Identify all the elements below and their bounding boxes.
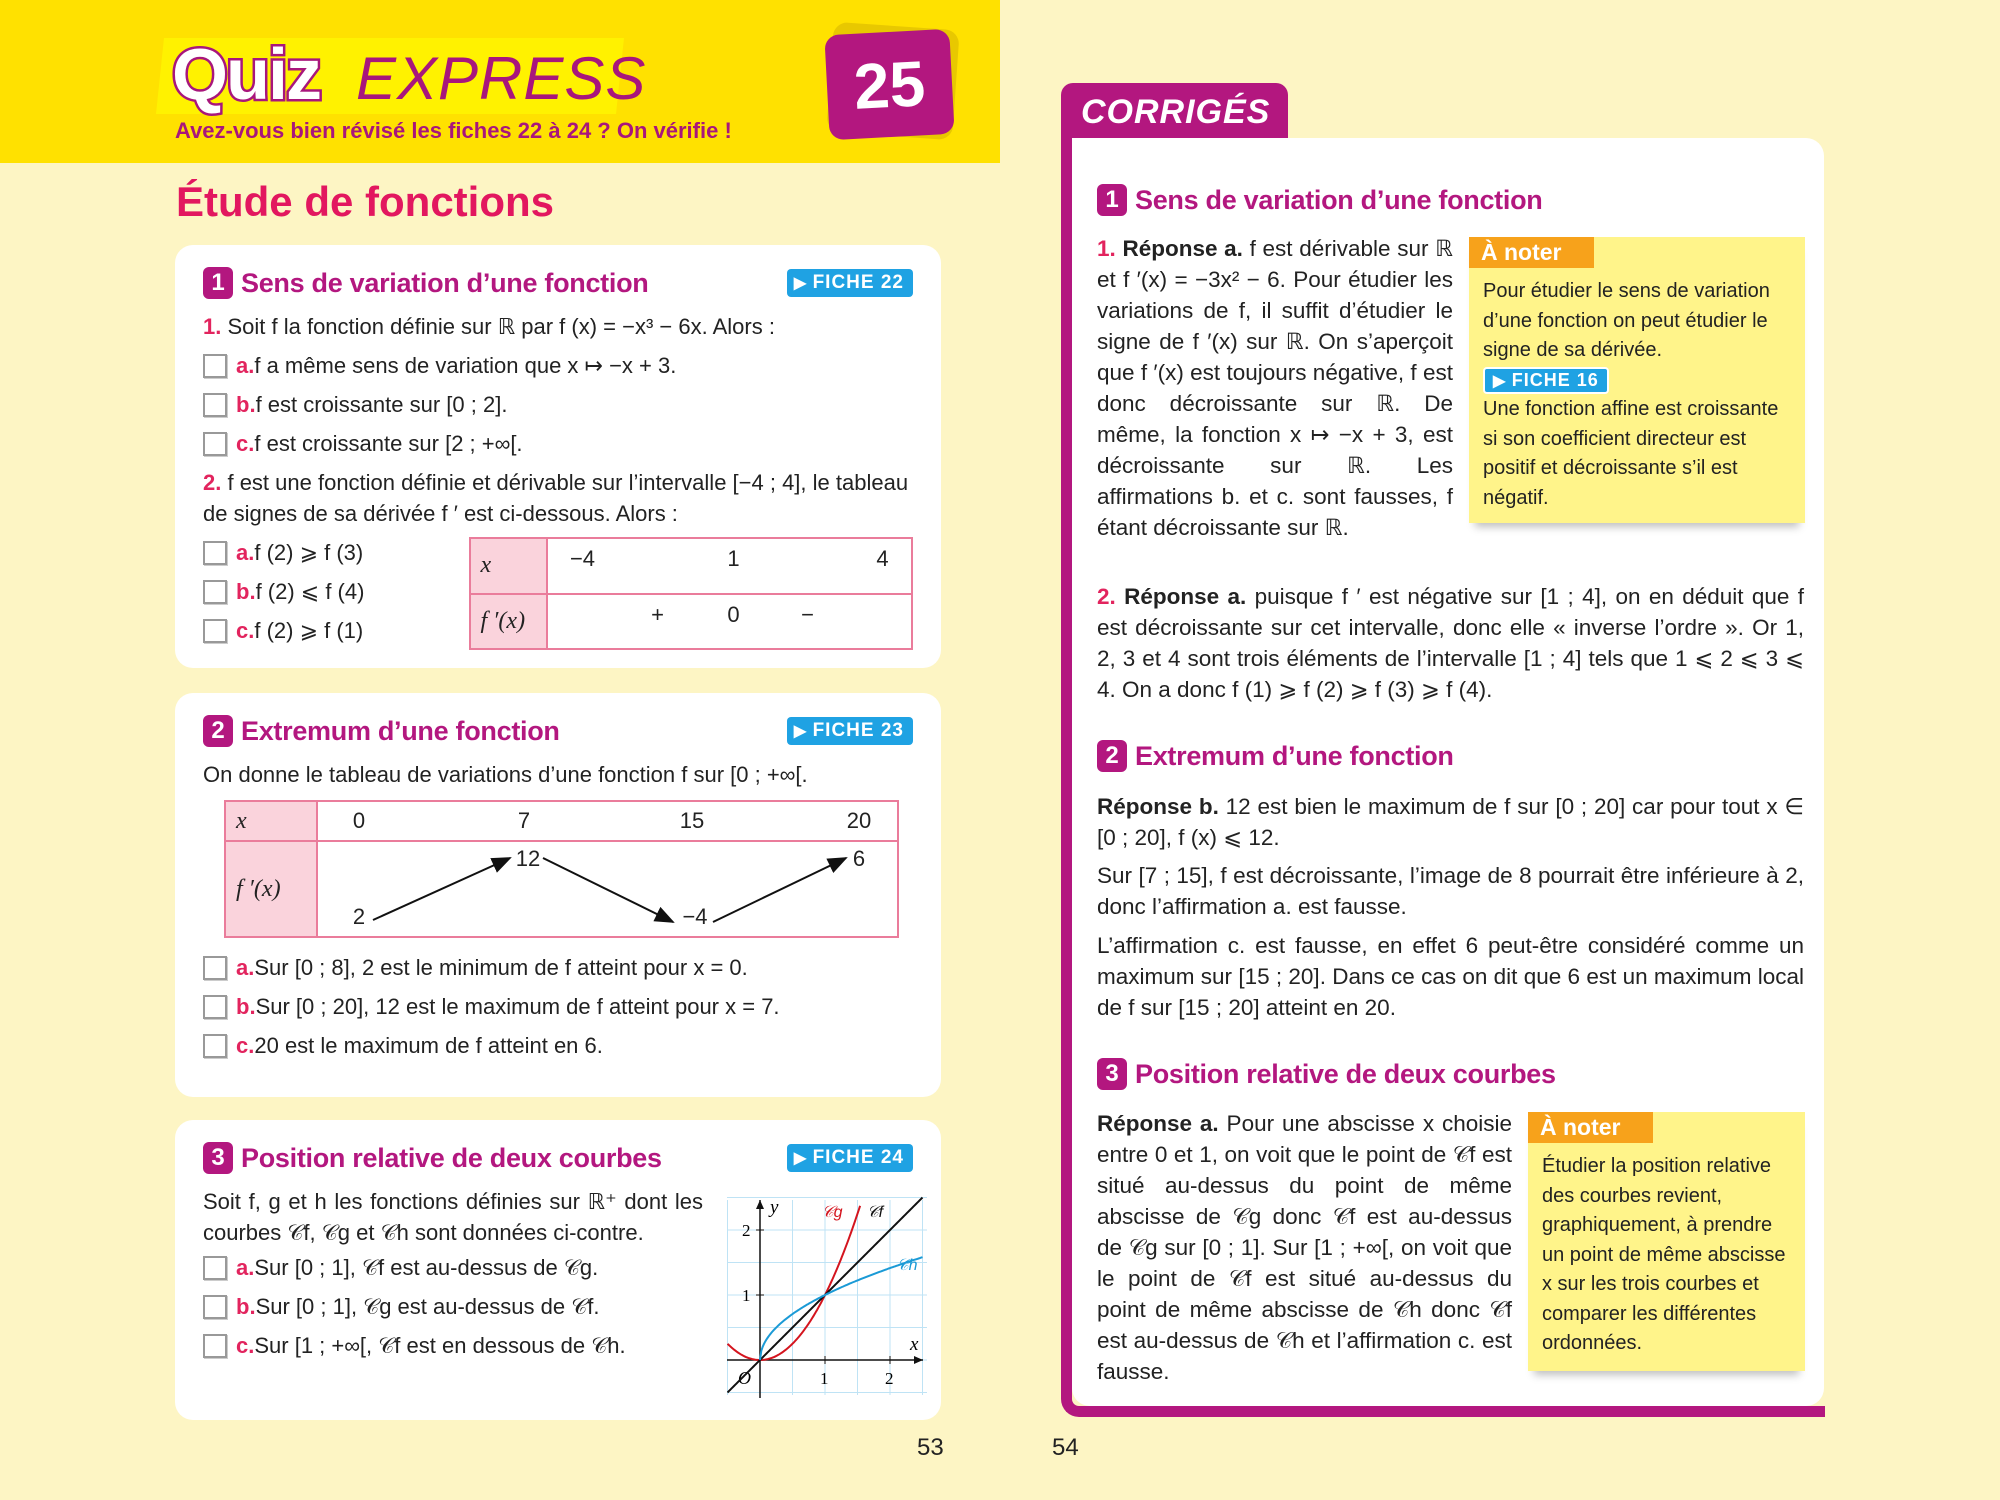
section-title: Sens de variation d’une fonction bbox=[241, 267, 649, 298]
choice-text: f (2) ⩽ f (4) bbox=[255, 579, 365, 604]
section-title: Sens de variation d’une fonction bbox=[1135, 184, 1543, 215]
answer-3-1 bbox=[1097, 1108, 1512, 1387]
table-value: 12 bbox=[515, 846, 541, 871]
section-title: Extremum d’une fonction bbox=[241, 715, 560, 746]
choice-text: Sur [1 ; +∞[, 𝒞f est en dessous de 𝒞h. bbox=[254, 1333, 626, 1358]
page-number-left: 53 bbox=[917, 1434, 944, 1461]
choice-text: Sur [0 ; 1], 𝒞g est au-dessus de 𝒞f. bbox=[255, 1294, 600, 1319]
y-axis-label: y bbox=[770, 1197, 779, 1218]
question-2 bbox=[203, 467, 913, 529]
section-title: Position relative de deux courbes bbox=[1135, 1058, 1556, 1089]
table-value: 2 bbox=[352, 904, 366, 929]
section-title: Position relative de deux courbes bbox=[241, 1142, 662, 1173]
choice-c[interactable] bbox=[203, 1026, 913, 1065]
choice-letter: c. bbox=[236, 431, 255, 456]
choice-text: f a même sens de variation que x ↦ −x + 3. bbox=[254, 353, 677, 378]
curve-label: 𝒞h bbox=[897, 1257, 918, 1274]
answer-label: Réponse a. bbox=[1115, 584, 1247, 609]
note-text: Pour étudier le sens de variation d’une fonction on peut étudier le signe de sa dérivée. bbox=[1483, 280, 1770, 361]
answer-text: f est dérivable sur ℝ et f ′(x) = −3x² − 6. Pour étudier les variations de f, il suffit d’étudier le signe de f ′(x) sur ℝ. On s’aperçoit que f ′(x) est toujours négative, f est donc décroissante sur ℝ. De même, la fonction x ↦ −x + 3, est décroissante sur ℝ. Les affirmations b. et c. sont fausses, f étant décroissante sur ℝ. bbox=[1097, 236, 1453, 540]
section-number: 1 bbox=[1097, 184, 1127, 216]
table-value: 0 bbox=[352, 808, 366, 833]
table-value: −4 bbox=[569, 546, 596, 571]
answer-heading-3 bbox=[1097, 1054, 1556, 1094]
section-number: 2 bbox=[203, 715, 233, 747]
table-value: −4 bbox=[682, 904, 708, 929]
choice-letter: b. bbox=[236, 392, 256, 417]
choice-letter: b. bbox=[236, 1294, 256, 1319]
choice-letter: a. bbox=[236, 1255, 255, 1280]
answer-text: puisque f ′ est négative sur [1 ; 4], on en déduit que f est décroissante sur cet intervalle, donc elle « inverse l’ordre ». Or 1, 2, 3 et 4 sont trois éléments de l’intervalle [1 ; 4] tels que 1 ⩽ 2 ⩽ 3 ⩽ 4. On a donc f (1) ⩾ f (2) ⩾ f (3) ⩾ f (4). bbox=[1097, 584, 1804, 702]
curves-graph bbox=[727, 1195, 927, 1400]
choice-a[interactable] bbox=[203, 533, 469, 572]
logo-express: EXPRESS bbox=[356, 45, 647, 112]
answer-heading-2 bbox=[1097, 736, 1454, 776]
question-card-2 bbox=[175, 693, 941, 1097]
choice-c[interactable] bbox=[203, 424, 913, 463]
table-value: 15 bbox=[679, 808, 705, 833]
question-intro: On donne le tableau de variations d’une fonction f sur [0 ; +∞[. bbox=[203, 762, 808, 787]
table-header-x: x bbox=[225, 801, 317, 841]
corriges-tab: CORRIGÉS bbox=[1061, 83, 1288, 143]
choice-letter: a. bbox=[236, 353, 255, 378]
checkbox[interactable] bbox=[203, 541, 227, 565]
checkbox[interactable] bbox=[203, 354, 227, 378]
y-tick-label: 1 bbox=[742, 1286, 751, 1305]
arrow-down bbox=[543, 858, 673, 922]
checkbox[interactable] bbox=[203, 1034, 227, 1058]
origin-label: O bbox=[738, 1368, 751, 1388]
checkbox[interactable] bbox=[203, 1256, 227, 1280]
table-header-x: x bbox=[470, 538, 547, 594]
x-tick-label: 2 bbox=[885, 1369, 894, 1388]
choice-letter: b. bbox=[236, 579, 256, 604]
choice-text: Sur [0 ; 1], 𝒞f est au-dessus de 𝒞g. bbox=[254, 1255, 599, 1280]
question-number: 1. bbox=[203, 314, 222, 339]
question-1 bbox=[203, 307, 913, 346]
curve-label: 𝒞f bbox=[867, 1204, 884, 1221]
section-number: 3 bbox=[1097, 1058, 1127, 1090]
checkbox[interactable] bbox=[203, 995, 227, 1019]
answer-1-1 bbox=[1097, 233, 1453, 543]
question-intro: Soit f, g et h les fonctions définies sur ℝ⁺ dont les courbes 𝒞f, 𝒞g et 𝒞h sont données ci-contre. bbox=[203, 1189, 703, 1245]
table-value: 1 bbox=[727, 546, 740, 571]
section-number: 1 bbox=[203, 267, 233, 299]
table-value: 20 bbox=[846, 808, 872, 833]
question-text: Soit f la fonction définie sur ℝ par f (x) = −x³ − 6x. Alors : bbox=[221, 314, 775, 339]
section-number: 2 bbox=[1097, 740, 1127, 772]
checkbox[interactable] bbox=[203, 619, 227, 643]
arrow-up bbox=[713, 858, 846, 922]
answer-heading-1 bbox=[1097, 180, 1542, 220]
choice-a[interactable] bbox=[203, 346, 913, 385]
answer-text: 12 est bien le maximum de f sur [0 ; 20] car pour tout x ∈ [0 ; 20], f (x) ⩽ 12. bbox=[1097, 794, 1804, 850]
choice-text: Sur [0 ; 20], 12 est le maximum de f atteint pour x = 7. bbox=[255, 994, 780, 1019]
fiche-link[interactable]: ▶ FICHE 24 bbox=[787, 1144, 913, 1172]
y-axis-arrow bbox=[756, 1200, 764, 1209]
page-number-right: 54 bbox=[1052, 1434, 1079, 1461]
question-card-1 bbox=[175, 245, 941, 668]
note-box-1 bbox=[1469, 237, 1805, 523]
answer-1-2 bbox=[1097, 581, 1804, 705]
choice-c[interactable] bbox=[203, 611, 469, 650]
choice-b[interactable] bbox=[203, 572, 469, 611]
choice-text: f (2) ⩾ f (1) bbox=[254, 618, 364, 643]
choice-text: 20 est le maximum de f atteint en 6. bbox=[254, 1033, 603, 1058]
variation-table bbox=[224, 800, 899, 938]
section-heading bbox=[203, 711, 913, 751]
x-axis-arrow bbox=[914, 1356, 923, 1364]
choice-b[interactable] bbox=[203, 987, 913, 1026]
answer-label: Réponse a. bbox=[1115, 236, 1243, 261]
answer-label: Réponse b. bbox=[1097, 794, 1219, 819]
answer-2-3: L’affirmation c. est fausse, en effet 6 peut-être considéré comme un maximum sur [15 ; 20]. Dans ce cas on dit que 6 est un maximum local de f sur [15 ; 20] atteint en 20. bbox=[1097, 933, 1804, 1020]
note-box-2 bbox=[1528, 1112, 1805, 1371]
checkbox[interactable] bbox=[203, 580, 227, 604]
x-axis-label: x bbox=[910, 1334, 919, 1355]
sign-table bbox=[469, 537, 914, 650]
answer-number: 1. bbox=[1097, 236, 1116, 261]
choice-letter: c. bbox=[236, 1333, 255, 1358]
choice-text: f est croissante sur [2 ; +∞[. bbox=[254, 431, 523, 456]
table-value: 4 bbox=[876, 546, 889, 571]
note-text: Étudier la position relative des courbes revient, graphiquement, à prendre un point de même abscisse x sur les trois courbes et comparer les différentes ordonnées. bbox=[1542, 1155, 1786, 1354]
section-heading bbox=[203, 263, 913, 303]
choice-b[interactable] bbox=[203, 385, 913, 424]
choice-text: f (2) ⩾ f (3) bbox=[254, 540, 364, 565]
answer-2-2: Sur [7 ; 15], f est décroissante, l’image de 8 pourrait être inférieure à 2, donc l’affirmation a. est fausse. bbox=[1097, 863, 1804, 919]
logo-quiz: Quiz bbox=[172, 35, 320, 115]
table-sign: − bbox=[801, 601, 814, 627]
checkbox[interactable] bbox=[203, 1295, 227, 1319]
checkbox[interactable] bbox=[203, 956, 227, 980]
answer-label: Réponse a. bbox=[1097, 1111, 1219, 1136]
choice-a[interactable] bbox=[203, 948, 913, 987]
arrow-up bbox=[373, 858, 510, 920]
choice-letter: a. bbox=[236, 540, 255, 565]
table-sign: + bbox=[651, 601, 664, 627]
page-title: Étude de fonctions bbox=[176, 178, 554, 225]
choice-letter: a. bbox=[236, 955, 255, 980]
fiche-link[interactable]: ▶ FICHE 23 bbox=[787, 717, 913, 745]
table-value: 7 bbox=[517, 808, 531, 833]
fiche-link[interactable]: ▶ FICHE 22 bbox=[787, 269, 913, 297]
header-subtitle: Avez-vous bien révisé les fiches 22 à 24 ? On vérifie ! bbox=[175, 118, 732, 143]
choice-text: Sur [0 ; 8], 2 est le minimum de f atteint pour x = 0. bbox=[254, 955, 748, 980]
table-sign: 0 bbox=[727, 601, 740, 627]
checkbox[interactable] bbox=[203, 393, 227, 417]
answer-number: 2. bbox=[1097, 584, 1116, 609]
table-header-fprime: f ′(x) bbox=[225, 841, 317, 937]
answer-2-1 bbox=[1097, 791, 1804, 853]
curve-label: 𝒞g bbox=[822, 1204, 843, 1221]
section-number: 3 bbox=[203, 1142, 233, 1174]
checkbox[interactable] bbox=[203, 1334, 227, 1358]
choice-letter: b. bbox=[236, 994, 256, 1019]
question-text: f est une fonction définie et dérivable sur l’intervalle [−4 ; 4], le tableau de signes de sa dérivée f ′ est ci-dessous. Alors : bbox=[203, 470, 909, 526]
choice-text: f est croissante sur [0 ; 2]. bbox=[255, 392, 508, 417]
note-title: À noter bbox=[1528, 1112, 1653, 1143]
quiz-number: 25 bbox=[824, 29, 954, 140]
section-heading bbox=[203, 1138, 913, 1178]
x-tick-label: 1 bbox=[820, 1369, 829, 1388]
note-text: Une fonction affine est croissante si son coefficient directeur est positif et décroissante s’il est négatif. bbox=[1483, 398, 1779, 509]
table-header-fprime: f ′(x) bbox=[470, 594, 547, 650]
checkbox[interactable] bbox=[203, 432, 227, 456]
question-number: 2. bbox=[203, 470, 222, 495]
variation-arrows bbox=[318, 842, 901, 938]
y-tick-label: 2 bbox=[742, 1221, 751, 1240]
fiche-link[interactable]: ▶ FICHE 16 bbox=[1483, 367, 1609, 394]
note-title: À noter bbox=[1469, 237, 1594, 268]
choice-letter: c. bbox=[236, 618, 255, 643]
table-value: 6 bbox=[852, 846, 866, 871]
choice-letter: c. bbox=[236, 1033, 255, 1058]
section-title: Extremum d’une fonction bbox=[1135, 740, 1454, 771]
answer-text: Pour une abscisse x choisie entre 0 et 1, on voit que le point de 𝒞f est situé au-dessus du point de même abscisse de 𝒞g donc 𝒞f est au-dessus de 𝒞g sur [0 ; 1]. Sur [1 ; +∞[, on voit que le point de 𝒞f est situé au-dessus du point de même abscisse de 𝒞h donc 𝒞f est au-dessus de 𝒞h et l’affirmation c. est fausse. bbox=[1097, 1111, 1512, 1384]
